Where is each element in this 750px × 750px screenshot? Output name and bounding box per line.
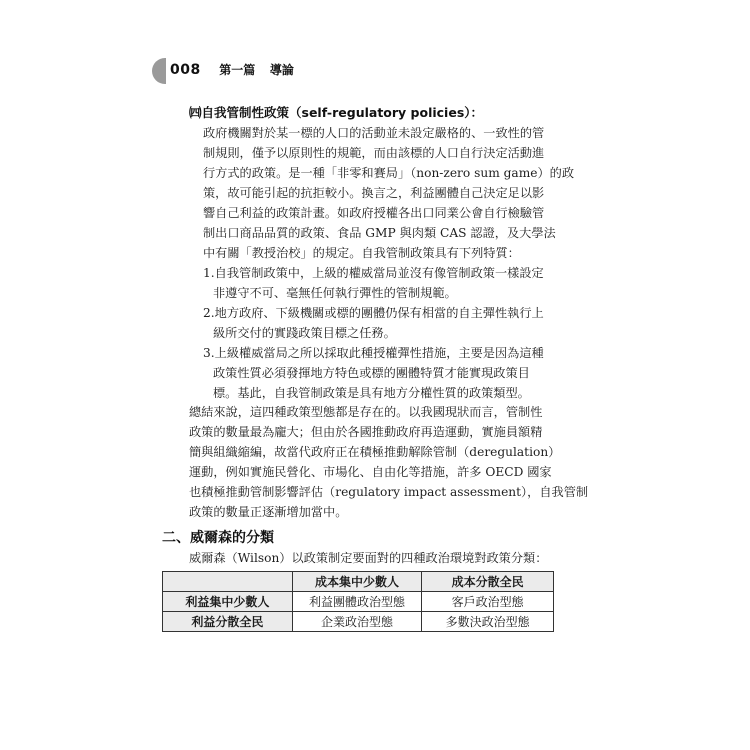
feature-line: 3.上級權威當局之所以採取此種授權彈性措施，主要是因為這種: [203, 346, 544, 360]
text-line: 運動，例如實施民營化、市場化、自由化等措施，許多 OECD 國家: [189, 465, 552, 479]
table-row: [163, 592, 554, 612]
text-line: 制出口商品品質的政策、食品 GMP 與肉類 CAS 認證，及大學法: [203, 226, 556, 240]
column-header: 成本分散全民: [422, 572, 554, 592]
feature-line: 2.地方政府、下級機關或標的團體仍保有相當的自主彈性執行上: [203, 306, 544, 320]
table-header-row: [163, 572, 554, 592]
page-number: 008: [170, 62, 201, 78]
table-cell: 利益團體政治型態: [292, 592, 422, 612]
subsection-heading: ㈣自我管制性政策（self-regulatory policies）：: [189, 105, 484, 120]
text-line: 總結來說，這四種政策型態都是存在的。以我國現狀而言，管制性: [189, 405, 543, 419]
row-header: 利益分散全民: [163, 612, 293, 632]
section-intro: 威爾森（Wilson）以政策制定要面對的四種政治環境對政策分類：: [189, 551, 548, 565]
table-cell: 企業政治型態: [292, 612, 422, 632]
table-corner-cell: [163, 572, 293, 592]
table-cell: 多數決政治型態: [422, 612, 554, 632]
header-title: 導論: [269, 63, 294, 77]
header-section: 第一篇: [219, 63, 256, 77]
wilson-classification-table: [162, 571, 554, 632]
table-cell: 客戶政治型態: [422, 592, 554, 612]
table-row: [163, 612, 554, 632]
section-heading: 二、威爾森的分類: [162, 530, 274, 546]
text-line: 政策的數量正逐漸增加當中。: [189, 505, 348, 519]
text-line: 響自己利益的政策計畫。如政府授權各出口同業公會自行檢驗管: [203, 206, 545, 220]
feature-line: 標。基此，自我管制政策是具有地方分權性質的政策類型。: [213, 386, 530, 400]
text-line: 行方式的政策。是一種「非零和賽局」（non-zero sum game）的政: [203, 166, 575, 180]
feature-line: 1.自我管制政策中，上級的權威當局並沒有像管制政策一樣設定: [203, 266, 544, 280]
text-line: 制規則，僅予以原則性的規範，而由該標的人口自行決定活動進: [203, 146, 545, 160]
feature-line: 級所交付的實踐政策目標之任務。: [213, 326, 396, 340]
text-line: 政策的數量最為龐大；但由於各國推動政府再造運動，實施員額精: [189, 425, 543, 439]
page-tab-marker: [152, 58, 166, 84]
text-line: 簡與組織縮編，故當代政府正在積極推動解除管制（deregulation）: [189, 445, 561, 459]
text-line: 策，故可能引起的抗拒較小。換言之，利益團體自己決定足以影: [203, 186, 545, 200]
feature-line: 非遵守不可、毫無任何執行彈性的管制規範。: [213, 286, 457, 300]
running-header: [170, 61, 294, 78]
text-line: 中有關「教授治校」的規定。自我管制政策具有下列特質：: [203, 246, 520, 260]
text-line: 也積極推動管制影響評估（regulatory impact assessment），自我管制: [189, 485, 589, 499]
row-header: 利益集中少數人: [163, 592, 293, 612]
text-line: 政府機關對於某一標的人口的活動並未設定嚴格的、一致性的管: [203, 126, 545, 140]
feature-line: 政策性質必須發揮地方特色或標的團體特質才能實現政策目: [213, 366, 530, 380]
column-header: 成本集中少數人: [292, 572, 422, 592]
